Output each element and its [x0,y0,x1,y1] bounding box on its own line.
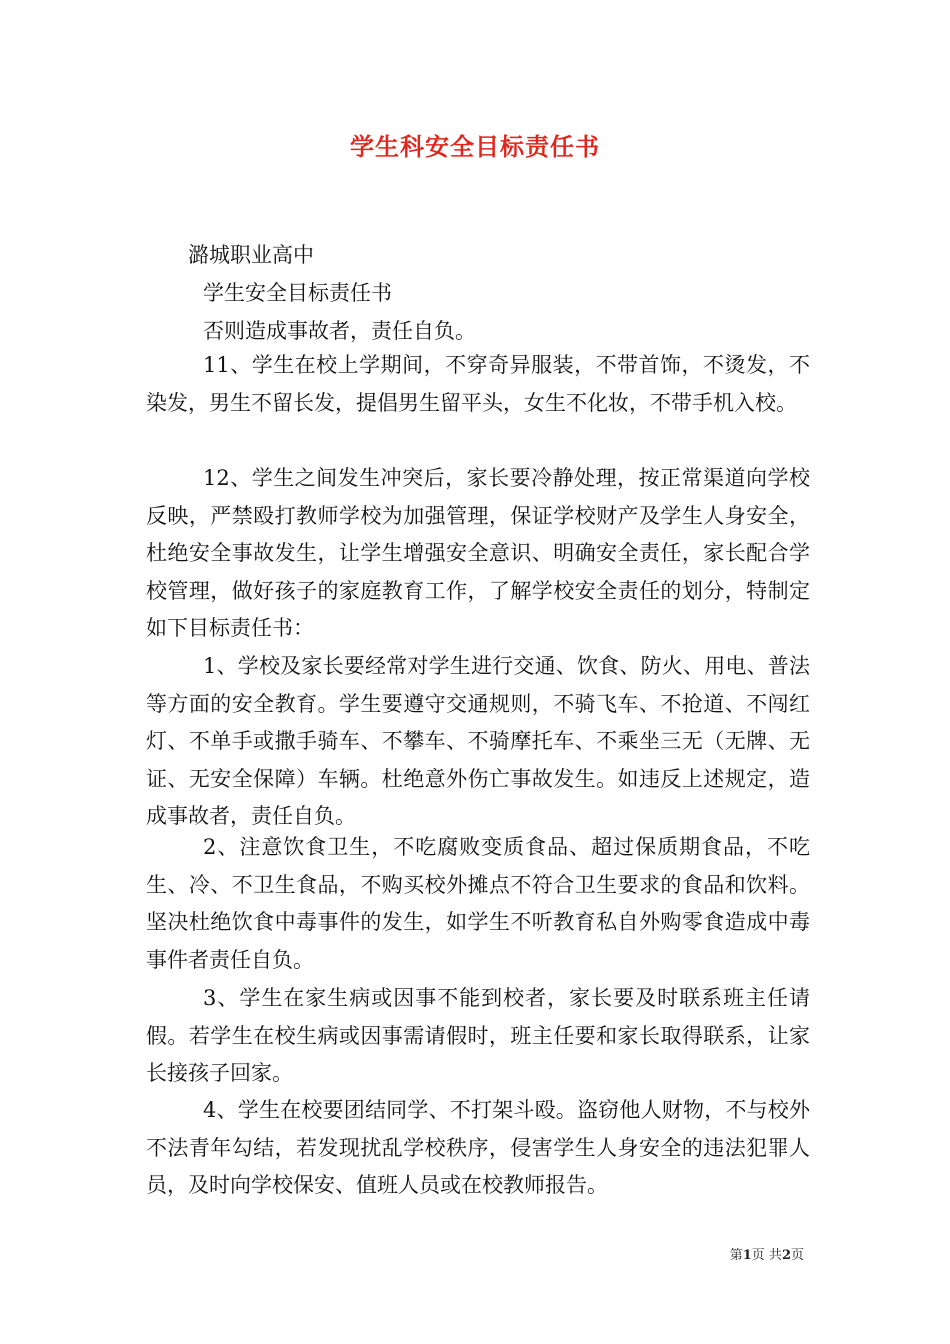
paragraph-item-4: 4、学生在校要团结同学、不打架斗殴。盗窃他人财物，不与校外不法青年勾结，若发现扰乱学校秩序，侵害学生人身安全的违法犯罪人员，及时向学校保安、值班人员或在校教师报告。 [146,1098,810,1197]
paragraph-item-2: 2、注意饮食卫生，不吃腐败变质食品、超过保质期食品，不吃生、冷、不卫生食品，不购买校外摊点不符合卫生要求的食品和饮料。坚决杜绝饮食中毒事件的发生，如学生不听教育私自外购零食造成中毒事件者责任自负。 [146,835,810,972]
document-subtitle: 学生安全目标责任书 [203,281,392,305]
paragraph-item-12: 12、学生之间发生冲突后，家长要冷静处理，按正常渠道向学校反映，严禁殴打教师学校为加强管理，保证学校财产及学生人身安全，杜绝安全事故发生，让学生增强安全意识、明确安全责任，家长配合学校管理，做好孩子的家庭教育工作，了解学校安全责任的划分，特制定如下目标责任书： [146,466,810,640]
page-number-footer [730,1247,804,1265]
school-name: 潞城职业高中 [188,243,314,267]
paragraph-item-1: 1、学校及家长要经常对学生进行交通、饮食、防火、用电、普法等方面的安全教育。学生要遵守交通规则，不骑飞车、不抢道、不闯红灯、不单手或撒手骑车、不攀车、不骑摩托车、不乘坐三无（无牌、无证、无安全保障）车辆。杜绝意外伤亡事故发生。如违反上述规定，造成事故者，责任自负。 [146,654,810,828]
total-page-number: 2 [781,1248,791,1263]
current-page-number: 1 [742,1248,752,1263]
document-title: 学生科安全目标责任书 [350,132,600,161]
footer-prefix: 第 [729,1248,743,1263]
footer-middle: 页 共 [751,1248,782,1263]
paragraph-item-11: 11、学生在校上学期间，不穿奇异服装，不带首饰，不烫发，不染发，男生不留长发，提倡男生留平头，女生不化妆，不带手机入校。 [146,353,810,415]
paragraph-item-3: 3、学生在家生病或因事不能到校者，家长要及时联系班主任请假。若学生在校生病或因事需请假时，班主任要和家长取得联系，让家长接孩子回家。 [146,986,810,1085]
footer-suffix: 页 [790,1248,804,1263]
intro-line: 否则造成事故者，责任自负。 [203,319,476,343]
